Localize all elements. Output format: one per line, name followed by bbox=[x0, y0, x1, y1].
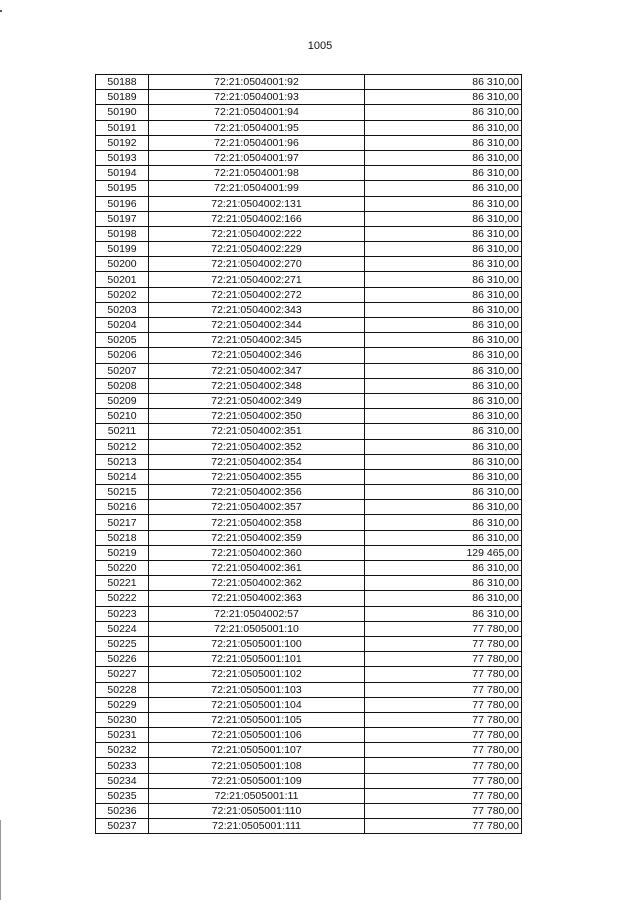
table-row bbox=[96, 211, 522, 226]
table-row bbox=[96, 287, 522, 302]
row-number-cell: 50226 bbox=[96, 652, 149, 667]
table-row bbox=[96, 500, 522, 515]
table-row bbox=[96, 636, 522, 651]
cadastral-number-cell: 72:21:0504002:363 bbox=[149, 591, 365, 606]
scan-edge-mark bbox=[0, 10, 2, 12]
table-row bbox=[96, 697, 522, 712]
cadastral-value-cell: 77 780,00 bbox=[365, 697, 522, 712]
cadastral-number-cell: 72:21:0504002:344 bbox=[149, 318, 365, 333]
table-row bbox=[96, 591, 522, 606]
cadastral-number-cell: 72:21:0504002:350 bbox=[149, 409, 365, 424]
row-number-cell: 50230 bbox=[96, 712, 149, 727]
cadastral-value-cell: 77 780,00 bbox=[365, 743, 522, 758]
table-row bbox=[96, 485, 522, 500]
cadastral-value-cell: 86 310,00 bbox=[365, 576, 522, 591]
row-number-cell: 50215 bbox=[96, 485, 149, 500]
cadastral-number-cell: 72:21:0504001:99 bbox=[149, 181, 365, 196]
cadastral-number-cell: 72:21:0505001:108 bbox=[149, 758, 365, 773]
table-row bbox=[96, 454, 522, 469]
table-row bbox=[96, 318, 522, 333]
table-body bbox=[96, 75, 522, 834]
cadastral-number-cell: 72:21:0505001:109 bbox=[149, 773, 365, 788]
cadastral-value-cell: 86 310,00 bbox=[365, 105, 522, 120]
row-number-cell: 50232 bbox=[96, 743, 149, 758]
cadastral-value-cell: 86 310,00 bbox=[365, 135, 522, 150]
cadastral-number-cell: 72:21:0505001:102 bbox=[149, 667, 365, 682]
cadastral-value-cell: 86 310,00 bbox=[365, 409, 522, 424]
cadastral-value-cell: 77 780,00 bbox=[365, 682, 522, 697]
cadastral-value-cell: 77 780,00 bbox=[365, 728, 522, 743]
row-number-cell: 50191 bbox=[96, 120, 149, 135]
table-row bbox=[96, 257, 522, 272]
row-number-cell: 50192 bbox=[96, 135, 149, 150]
row-number-cell: 50196 bbox=[96, 196, 149, 211]
cadastral-number-cell: 72:21:0504002:351 bbox=[149, 424, 365, 439]
cadastral-number-cell: 72:21:0504001:92 bbox=[149, 75, 365, 90]
row-number-cell: 50234 bbox=[96, 773, 149, 788]
row-number-cell: 50194 bbox=[96, 166, 149, 181]
cadastral-number-cell: 72:21:0505001:107 bbox=[149, 743, 365, 758]
table-row bbox=[96, 196, 522, 211]
cadastral-number-cell: 72:21:0504002:349 bbox=[149, 393, 365, 408]
row-number-cell: 50211 bbox=[96, 424, 149, 439]
table-row bbox=[96, 166, 522, 181]
table-row bbox=[96, 272, 522, 287]
cadastral-number-cell: 72:21:0504002:360 bbox=[149, 545, 365, 560]
cadastral-number-cell: 72:21:0504002:359 bbox=[149, 530, 365, 545]
cadastral-number-cell: 72:21:0504001:97 bbox=[149, 150, 365, 165]
cadastral-value-cell: 86 310,00 bbox=[365, 530, 522, 545]
row-number-cell: 50220 bbox=[96, 561, 149, 576]
cadastral-value-cell: 77 780,00 bbox=[365, 758, 522, 773]
cadastral-value-cell: 86 310,00 bbox=[365, 591, 522, 606]
row-number-cell: 50199 bbox=[96, 242, 149, 257]
cadastral-value-cell: 86 310,00 bbox=[365, 424, 522, 439]
row-number-cell: 50231 bbox=[96, 728, 149, 743]
row-number-cell: 50207 bbox=[96, 363, 149, 378]
cadastral-number-cell: 72:21:0505001:10 bbox=[149, 621, 365, 636]
cadastral-value-cell: 77 780,00 bbox=[365, 652, 522, 667]
cadastral-value-cell: 86 310,00 bbox=[365, 378, 522, 393]
cadastral-number-cell: 72:21:0504002:229 bbox=[149, 242, 365, 257]
row-number-cell: 50229 bbox=[96, 697, 149, 712]
cadastral-value-cell: 86 310,00 bbox=[365, 454, 522, 469]
cadastral-value-cell: 77 780,00 bbox=[365, 636, 522, 651]
cadastral-number-cell: 72:21:0504002:347 bbox=[149, 363, 365, 378]
row-number-cell: 50222 bbox=[96, 591, 149, 606]
row-number-cell: 50208 bbox=[96, 378, 149, 393]
cadastral-value-cell: 86 310,00 bbox=[365, 196, 522, 211]
cadastral-number-cell: 72:21:0505001:106 bbox=[149, 728, 365, 743]
table-row bbox=[96, 773, 522, 788]
row-number-cell: 50219 bbox=[96, 545, 149, 560]
cadastral-value-cell: 77 780,00 bbox=[365, 667, 522, 682]
table-row bbox=[96, 758, 522, 773]
cadastral-value-cell: 86 310,00 bbox=[365, 75, 522, 90]
row-number-cell: 50209 bbox=[96, 393, 149, 408]
cadastral-number-cell: 72:21:0504002:166 bbox=[149, 211, 365, 226]
cadastral-value-table bbox=[95, 74, 522, 834]
table-row bbox=[96, 667, 522, 682]
scan-edge-line bbox=[0, 820, 1, 900]
cadastral-number-cell: 72:21:0504001:98 bbox=[149, 166, 365, 181]
table-row bbox=[96, 545, 522, 560]
row-number-cell: 50223 bbox=[96, 606, 149, 621]
table-row bbox=[96, 135, 522, 150]
cadastral-number-cell: 72:21:0505001:101 bbox=[149, 652, 365, 667]
cadastral-number-cell: 72:21:0504002:345 bbox=[149, 333, 365, 348]
cadastral-value-cell: 86 310,00 bbox=[365, 500, 522, 515]
cadastral-value-cell: 86 310,00 bbox=[365, 515, 522, 530]
cadastral-number-cell: 72:21:0504002:57 bbox=[149, 606, 365, 621]
row-number-cell: 50235 bbox=[96, 788, 149, 803]
row-number-cell: 50189 bbox=[96, 90, 149, 105]
row-number-cell: 50205 bbox=[96, 333, 149, 348]
cadastral-value-cell: 86 310,00 bbox=[365, 302, 522, 317]
cadastral-value-cell: 86 310,00 bbox=[365, 272, 522, 287]
table-row bbox=[96, 743, 522, 758]
row-number-cell: 50227 bbox=[96, 667, 149, 682]
cadastral-value-cell: 86 310,00 bbox=[365, 257, 522, 272]
cadastral-value-cell: 86 310,00 bbox=[365, 181, 522, 196]
cadastral-number-cell: 72:21:0504002:358 bbox=[149, 515, 365, 530]
cadastral-number-cell: 72:21:0504002:343 bbox=[149, 302, 365, 317]
cadastral-number-cell: 72:21:0504002:357 bbox=[149, 500, 365, 515]
cadastral-value-cell: 86 310,00 bbox=[365, 469, 522, 484]
table-row bbox=[96, 576, 522, 591]
table-row bbox=[96, 788, 522, 803]
row-number-cell: 50200 bbox=[96, 257, 149, 272]
cadastral-value-cell: 86 310,00 bbox=[365, 90, 522, 105]
table-row bbox=[96, 348, 522, 363]
table-row bbox=[96, 469, 522, 484]
table-row bbox=[96, 712, 522, 727]
cadastral-number-cell: 72:21:0504002:355 bbox=[149, 469, 365, 484]
cadastral-value-cell: 86 310,00 bbox=[365, 333, 522, 348]
row-number-cell: 50213 bbox=[96, 454, 149, 469]
cadastral-value-cell: 77 780,00 bbox=[365, 773, 522, 788]
table-row bbox=[96, 439, 522, 454]
table-row bbox=[96, 181, 522, 196]
row-number-cell: 50216 bbox=[96, 500, 149, 515]
cadastral-value-cell: 86 310,00 bbox=[365, 485, 522, 500]
cadastral-number-cell: 72:21:0505001:104 bbox=[149, 697, 365, 712]
cadastral-number-cell: 72:21:0504001:93 bbox=[149, 90, 365, 105]
row-number-cell: 50214 bbox=[96, 469, 149, 484]
row-number-cell: 50224 bbox=[96, 621, 149, 636]
table-row bbox=[96, 728, 522, 743]
cadastral-number-cell: 72:21:0504002:346 bbox=[149, 348, 365, 363]
cadastral-number-cell: 72:21:0504002:222 bbox=[149, 226, 365, 241]
cadastral-number-cell: 72:21:0504002:272 bbox=[149, 287, 365, 302]
row-number-cell: 50204 bbox=[96, 318, 149, 333]
cadastral-number-cell: 72:21:0504002:354 bbox=[149, 454, 365, 469]
cadastral-value-cell: 86 310,00 bbox=[365, 226, 522, 241]
row-number-cell: 50237 bbox=[96, 819, 149, 834]
cadastral-value-cell: 86 310,00 bbox=[365, 348, 522, 363]
row-number-cell: 50190 bbox=[96, 105, 149, 120]
cadastral-value-cell: 86 310,00 bbox=[365, 166, 522, 181]
row-number-cell: 50195 bbox=[96, 181, 149, 196]
cadastral-number-cell: 72:21:0504002:352 bbox=[149, 439, 365, 454]
row-number-cell: 50188 bbox=[96, 75, 149, 90]
cadastral-value-cell: 86 310,00 bbox=[365, 363, 522, 378]
table-row bbox=[96, 378, 522, 393]
table-row bbox=[96, 150, 522, 165]
cadastral-number-cell: 72:21:0504002:271 bbox=[149, 272, 365, 287]
cadastral-number-cell: 72:21:0504001:96 bbox=[149, 135, 365, 150]
cadastral-number-cell: 72:21:0505001:105 bbox=[149, 712, 365, 727]
cadastral-number-cell: 72:21:0504001:95 bbox=[149, 120, 365, 135]
table-row bbox=[96, 120, 522, 135]
cadastral-number-cell: 72:21:0504002:131 bbox=[149, 196, 365, 211]
cadastral-number-cell: 72:21:0504002:270 bbox=[149, 257, 365, 272]
row-number-cell: 50218 bbox=[96, 530, 149, 545]
cadastral-value-cell: 129 465,00 bbox=[365, 545, 522, 560]
table-row bbox=[96, 515, 522, 530]
cadastral-value-cell: 77 780,00 bbox=[365, 819, 522, 834]
cadastral-value-cell: 86 310,00 bbox=[365, 120, 522, 135]
cadastral-value-cell: 86 310,00 bbox=[365, 318, 522, 333]
table-row bbox=[96, 606, 522, 621]
cadastral-value-cell: 77 780,00 bbox=[365, 804, 522, 819]
table-row bbox=[96, 226, 522, 241]
cadastral-value-cell: 77 780,00 bbox=[365, 788, 522, 803]
table-row bbox=[96, 682, 522, 697]
table-row bbox=[96, 409, 522, 424]
row-number-cell: 50198 bbox=[96, 226, 149, 241]
row-number-cell: 50193 bbox=[96, 150, 149, 165]
row-number-cell: 50206 bbox=[96, 348, 149, 363]
table-row bbox=[96, 652, 522, 667]
row-number-cell: 50202 bbox=[96, 287, 149, 302]
table-row bbox=[96, 90, 522, 105]
row-number-cell: 50212 bbox=[96, 439, 149, 454]
cadastral-number-cell: 72:21:0505001:11 bbox=[149, 788, 365, 803]
cadastral-number-cell: 72:21:0504002:361 bbox=[149, 561, 365, 576]
cadastral-number-cell: 72:21:0504002:362 bbox=[149, 576, 365, 591]
table-row bbox=[96, 561, 522, 576]
row-number-cell: 50201 bbox=[96, 272, 149, 287]
table-row bbox=[96, 621, 522, 636]
row-number-cell: 50217 bbox=[96, 515, 149, 530]
table-row bbox=[96, 75, 522, 90]
cadastral-value-cell: 86 310,00 bbox=[365, 242, 522, 257]
table-row bbox=[96, 105, 522, 120]
cadastral-number-cell: 72:21:0505001:111 bbox=[149, 819, 365, 834]
row-number-cell: 50221 bbox=[96, 576, 149, 591]
cadastral-number-cell: 72:21:0504002:348 bbox=[149, 378, 365, 393]
page-number: 1005 bbox=[307, 40, 333, 52]
cadastral-number-cell: 72:21:0504002:356 bbox=[149, 485, 365, 500]
cadastral-number-cell: 72:21:0504001:94 bbox=[149, 105, 365, 120]
cadastral-value-cell: 86 310,00 bbox=[365, 561, 522, 576]
cadastral-value-cell: 86 310,00 bbox=[365, 150, 522, 165]
cadastral-value-cell: 86 310,00 bbox=[365, 439, 522, 454]
table-row bbox=[96, 333, 522, 348]
row-number-cell: 50197 bbox=[96, 211, 149, 226]
row-number-cell: 50233 bbox=[96, 758, 149, 773]
cadastral-value-cell: 86 310,00 bbox=[365, 393, 522, 408]
table-row bbox=[96, 242, 522, 257]
cadastral-value-cell: 77 780,00 bbox=[365, 712, 522, 727]
cadastral-value-cell: 86 310,00 bbox=[365, 211, 522, 226]
cadastral-number-cell: 72:21:0505001:110 bbox=[149, 804, 365, 819]
table-row bbox=[96, 363, 522, 378]
cadastral-number-cell: 72:21:0505001:103 bbox=[149, 682, 365, 697]
row-number-cell: 50236 bbox=[96, 804, 149, 819]
table-row bbox=[96, 804, 522, 819]
row-number-cell: 50203 bbox=[96, 302, 149, 317]
table-row bbox=[96, 393, 522, 408]
cadastral-number-cell: 72:21:0505001:100 bbox=[149, 636, 365, 651]
cadastral-value-cell: 86 310,00 bbox=[365, 287, 522, 302]
row-number-cell: 50225 bbox=[96, 636, 149, 651]
row-number-cell: 50228 bbox=[96, 682, 149, 697]
cadastral-value-cell: 86 310,00 bbox=[365, 606, 522, 621]
table-row bbox=[96, 530, 522, 545]
row-number-cell: 50210 bbox=[96, 409, 149, 424]
table-row bbox=[96, 424, 522, 439]
table-row bbox=[96, 302, 522, 317]
table-row bbox=[96, 819, 522, 834]
cadastral-value-cell: 77 780,00 bbox=[365, 621, 522, 636]
